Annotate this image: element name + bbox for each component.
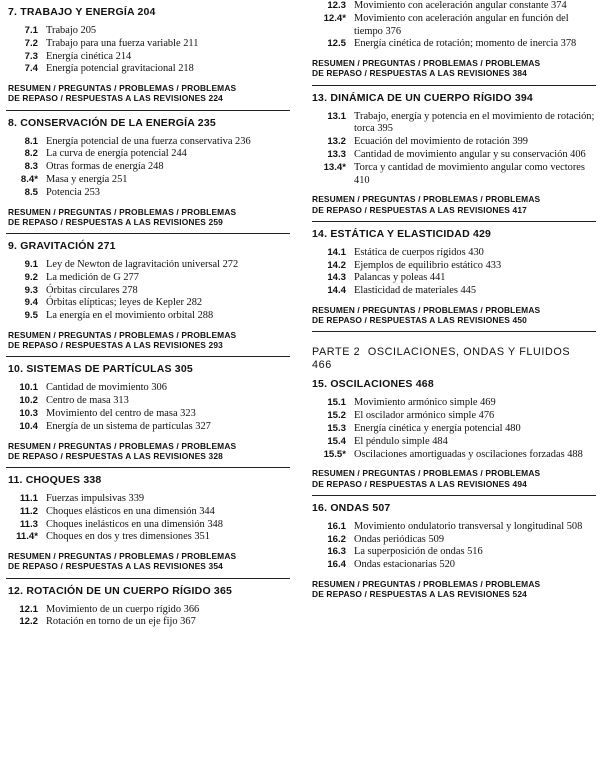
summary-line-2: DE REPASO / RESPUESTAS A LAS REVISIONES 494	[312, 478, 527, 489]
section-list	[0, 25, 290, 76]
section-number: 7.2	[24, 37, 38, 49]
section-entry	[0, 604, 290, 617]
section-number: 9.5	[24, 310, 38, 322]
section-number: 15.4	[327, 435, 346, 447]
section-list	[0, 493, 290, 544]
section-entry	[306, 521, 596, 534]
chapter-title: 8. CONSERVACIÓN DE LA ENERGÍA 235	[8, 116, 216, 129]
chapter-title: 10. SISTEMAS DE PARTÍCULAS 305	[8, 363, 193, 376]
section-number: 11.1	[19, 492, 38, 504]
section-number: 10.1	[19, 382, 38, 394]
section-number: 15.3	[327, 422, 346, 434]
chapter-summary	[8, 207, 290, 227]
section-number: 16.3	[327, 546, 346, 558]
summary-line-1: RESUMEN / PREGUNTAS / PROBLEMAS / PROBLEMAS	[8, 206, 237, 217]
summary-line-1: RESUMEN / PREGUNTAS / PROBLEMAS / PROBLEMAS	[312, 468, 541, 479]
summary-line-2: DE REPASO / RESPUESTAS A LAS REVISIONES 417	[312, 204, 527, 215]
chapter-block	[306, 496, 596, 600]
section-title: Ondas periódicas 509	[354, 533, 445, 545]
section-title: Movimiento con aceleración angular en función del tiempo 376	[354, 12, 569, 37]
section-entry	[306, 260, 596, 273]
section-entry	[0, 297, 290, 310]
section-number: 14.1	[327, 246, 346, 258]
section-number: 12.5	[327, 38, 346, 50]
summary-line-2: DE REPASO / RESPUESTAS A LAS REVISIONES 384	[312, 68, 527, 79]
section-title: La medición de G 277	[46, 271, 139, 283]
right-chapters	[306, 86, 596, 333]
summary-line-1: RESUMEN / PREGUNTAS / PROBLEMAS / PROBLEMAS	[8, 329, 237, 340]
section-title: Trabajo, energía y potencia en el movimiento de rotación; torca 395	[354, 110, 595, 135]
summary-line-1: RESUMEN / PREGUNTAS / PROBLEMAS / PROBLEMAS	[8, 551, 237, 562]
section-title: Energía potencial de una fuerza conservativa 236	[46, 135, 251, 147]
section-number: 12.2	[19, 616, 38, 628]
section-title: Otras formas de energía 248	[46, 161, 164, 173]
section-entry	[306, 38, 596, 51]
section-number: 14.4	[327, 285, 346, 297]
section-title: Potencia 253	[46, 186, 100, 198]
section-entry	[0, 51, 290, 64]
section-title: La curva de energía potencial 244	[46, 148, 187, 160]
section-title: Ejemplos de equilibrio estático 433	[354, 259, 502, 271]
summary-line-2: DE REPASO / RESPUESTAS A LAS REVISIONES 259	[8, 216, 223, 227]
summary-line-2: DE REPASO / RESPUESTAS A LAS REVISIONES 450	[312, 315, 527, 326]
section-entry	[0, 148, 290, 161]
section-number: 13.1	[327, 110, 346, 122]
section-number: 14.2	[327, 259, 346, 271]
section-title: Energía cinética de rotación; momento de inercia 378	[354, 38, 577, 50]
chapter-summary	[8, 441, 290, 461]
summary-line-1: RESUMEN / PREGUNTAS / PROBLEMAS / PROBLEMAS	[312, 304, 541, 315]
section-number: 9.1	[24, 258, 38, 270]
chapter-block	[306, 222, 596, 333]
section-list	[306, 247, 596, 298]
section-number: 11.4*	[16, 531, 38, 543]
section-entry	[0, 25, 290, 38]
section-entry	[306, 272, 596, 285]
section-number: 11.3	[19, 518, 38, 530]
section-list	[0, 382, 290, 433]
section-entry	[306, 149, 596, 162]
chapter-title: 12. ROTACIÓN DE UN CUERPO RÍGIDO 365	[8, 584, 233, 597]
section-entry	[0, 395, 290, 408]
section-title: Movimiento armónico simple 469	[354, 397, 496, 409]
part-heading	[312, 346, 596, 372]
part-label: PARTE 2	[312, 346, 361, 359]
section-entry	[0, 63, 290, 76]
chapter-summary	[312, 194, 596, 214]
section-number: 7.3	[24, 50, 38, 62]
summary-line-1: RESUMEN / PREGUNTAS / PROBLEMAS / PROBLEMAS	[312, 578, 541, 589]
divider-rule	[312, 331, 596, 332]
section-entry	[0, 493, 290, 506]
chapter-title: 11. CHOQUES 338	[8, 473, 102, 486]
chapter-block	[0, 0, 290, 111]
section-number: 12.3	[327, 0, 346, 11]
part-title: OSCILACIONES, ONDAS Y FLUIDOS	[367, 346, 571, 359]
section-entry	[306, 559, 596, 572]
section-number: 15.5*	[323, 448, 346, 460]
section-entry	[306, 136, 596, 149]
section-title: Rotación en torno de un eje fijo 367	[46, 616, 196, 628]
chapter-block	[0, 579, 290, 630]
section-number: 9.3	[24, 284, 38, 296]
section-title: Energía cinética 214	[46, 50, 132, 62]
section-title: El péndulo simple 484	[354, 435, 448, 447]
summary-line-2: DE REPASO / RESPUESTAS A LAS REVISIONES 328	[8, 450, 223, 461]
section-entry	[0, 616, 290, 629]
section-entry	[0, 187, 290, 200]
section-number: 7.4	[24, 63, 38, 75]
section-title: Choques inelásticos en una dimensión 348	[46, 518, 223, 530]
chapter-block	[306, 86, 596, 222]
section-number: 11.2	[19, 505, 38, 517]
section-entry	[0, 506, 290, 519]
section-entry	[0, 531, 290, 544]
section-entry	[306, 436, 596, 449]
section-title: La energía en el movimiento orbital 288	[46, 310, 214, 322]
chapter-block	[306, 372, 596, 495]
section-title: Ondas estacionarias 520	[354, 559, 455, 571]
section-entry	[0, 259, 290, 272]
section-title: Energía potencial gravitacional 218	[46, 63, 194, 75]
section-title: Choques en dos y tres dimensiones 351	[46, 531, 210, 543]
section-number: 8.1	[24, 135, 38, 147]
section-title: Cantidad de movimiento angular y su conservación 406	[354, 148, 586, 160]
section-list	[0, 136, 290, 200]
section-number: 9.4	[24, 297, 38, 309]
section-title: Estática de cuerpos rígidos 430	[354, 246, 484, 258]
chapter-title: 15. OSCILACIONES 468	[312, 378, 434, 391]
section-number: 7.1	[24, 25, 38, 36]
section-title: Elasticidad de materiales 445	[354, 285, 477, 297]
summary-line-1: RESUMEN / PREGUNTAS / PROBLEMAS / PROBLEMAS	[8, 440, 237, 451]
toc-left-column	[0, 0, 290, 629]
section-number: 8.3	[24, 161, 38, 173]
section-number: 13.4*	[323, 161, 346, 173]
section-entry	[0, 408, 290, 421]
section-title: El oscilador armónico simple 476	[354, 410, 495, 422]
section-list	[306, 0, 596, 51]
chapter-title: 13. DINÁMICA DE UN CUERPO RÍGIDO 394	[312, 91, 533, 104]
chapter-title: 16. ONDAS 507	[312, 501, 391, 514]
section-number: 16.4	[327, 559, 346, 571]
chapter-title: 9. GRAVITACIÓN 271	[8, 239, 116, 252]
section-number: 16.2	[327, 533, 346, 545]
section-title: Ley de Newton de lagravitación universal 272	[46, 258, 239, 270]
section-entry	[306, 423, 596, 436]
summary-line-1: RESUMEN / PREGUNTAS / PROBLEMAS / PROBLEMAS	[8, 83, 237, 94]
section-title: Movimiento ondulatorio transversal y longitudinal 508	[354, 520, 583, 532]
section-entry	[0, 136, 290, 149]
chapter-summary	[312, 58, 596, 78]
section-entry	[306, 162, 596, 188]
section-entry	[0, 272, 290, 285]
section-title: Energía cinética y energía potencial 480	[354, 422, 521, 434]
chapter-block	[0, 357, 290, 468]
section-number: 15.2	[327, 410, 346, 422]
section-number: 16.1	[327, 520, 346, 532]
section-title: Energía de un sistema de partículas 327	[46, 420, 211, 432]
chapter-title: 7. TRABAJO Y ENERGÍA 204	[8, 6, 156, 18]
section-number: 12.1	[19, 603, 38, 615]
section-title: Masa y energía 251	[46, 173, 128, 185]
section-title: Palancas y poleas 441	[354, 272, 446, 284]
section-title: Centro de masa 313	[46, 395, 129, 407]
section-number: 13.2	[327, 136, 346, 148]
section-number: 10.4	[19, 420, 38, 432]
chapter-block	[0, 234, 290, 357]
section-title: Trabajo 205	[46, 25, 97, 36]
section-entry	[306, 410, 596, 423]
section-entry	[0, 382, 290, 395]
section-entry	[306, 111, 596, 137]
summary-line-2: DE REPASO / RESPUESTAS A LAS REVISIONES 524	[312, 589, 527, 600]
section-entry	[306, 0, 596, 13]
section-entry	[0, 421, 290, 434]
chapter-block	[306, 0, 596, 86]
section-number: 10.2	[19, 395, 38, 407]
section-title: Movimiento de un cuerpo rígido 366	[46, 603, 200, 615]
section-number: 14.3	[327, 272, 346, 284]
section-entry	[0, 161, 290, 174]
chapter-summary	[8, 83, 290, 103]
section-entry	[306, 534, 596, 547]
summary-line-1: RESUMEN / PREGUNTAS / PROBLEMAS / PROBLEMAS	[312, 194, 541, 205]
section-title: Choques elásticos en una dimensión 344	[46, 505, 215, 517]
section-list	[0, 604, 290, 630]
section-list	[306, 521, 596, 572]
section-title: Cantidad de movimiento 306	[46, 382, 167, 394]
toc-right-column	[306, 0, 596, 599]
section-entry	[306, 397, 596, 410]
summary-line-2: DE REPASO / RESPUESTAS A LAS REVISIONES 293	[8, 340, 223, 351]
section-entry	[306, 13, 596, 39]
section-number: 10.3	[19, 407, 38, 419]
chapter-summary	[312, 468, 596, 488]
section-number: 8.2	[24, 148, 38, 160]
section-entry	[306, 546, 596, 559]
chapter-summary	[8, 330, 290, 350]
chapter-12-continued	[306, 0, 596, 86]
section-number: 13.3	[327, 148, 346, 160]
section-title: Trabajo para una fuerza variable 211	[46, 37, 199, 49]
section-title: Torca y cantidad de movimiento angular como vectores 410	[354, 161, 585, 186]
section-entry	[0, 285, 290, 298]
chapter-title: 14. ESTÁTICA Y ELASTICIDAD 429	[312, 227, 492, 240]
section-number: 15.1	[327, 397, 346, 409]
summary-line-2: DE REPASO / RESPUESTAS A LAS REVISIONES 354	[8, 561, 223, 572]
chapter-block	[0, 111, 290, 234]
chapter-summary	[312, 579, 596, 599]
chapter-summary	[8, 551, 290, 571]
section-entry	[306, 449, 596, 462]
section-number: 8.4*	[20, 173, 38, 185]
section-title: Movimiento con aceleración angular constante 374	[354, 0, 567, 11]
section-list	[0, 259, 290, 323]
section-number: 12.4*	[323, 12, 346, 24]
section-entry	[0, 310, 290, 323]
section-title: La superposición de ondas 516	[354, 546, 483, 558]
section-title: Movimiento del centro de masa 323	[46, 407, 196, 419]
section-entry	[306, 247, 596, 260]
part-page: 466	[312, 359, 332, 372]
summary-line-1: RESUMEN / PREGUNTAS / PROBLEMAS / PROBLEMAS	[312, 58, 541, 69]
right-chapters-after-part	[306, 372, 596, 599]
section-entry	[0, 174, 290, 187]
chapter-summary	[312, 305, 596, 325]
section-entry	[0, 519, 290, 532]
section-list	[306, 397, 596, 461]
section-entry	[0, 38, 290, 51]
section-title: Ecuación del movimiento de rotación 399	[354, 136, 528, 148]
section-title: Órbitas elípticas; leyes de Kepler 282	[46, 297, 203, 309]
section-number: 9.2	[24, 271, 38, 283]
section-list	[306, 111, 596, 188]
section-number: 8.5	[24, 186, 38, 198]
section-title: Órbitas circulares 278	[46, 284, 138, 296]
section-title: Fuerzas impulsivas 339	[46, 492, 145, 504]
chapter-block	[0, 468, 290, 579]
summary-line-2: DE REPASO / RESPUESTAS A LAS REVISIONES 224	[8, 93, 223, 104]
section-title: Oscilaciones amortiguadas y oscilaciones forzadas 488	[354, 448, 583, 460]
section-entry	[306, 285, 596, 298]
